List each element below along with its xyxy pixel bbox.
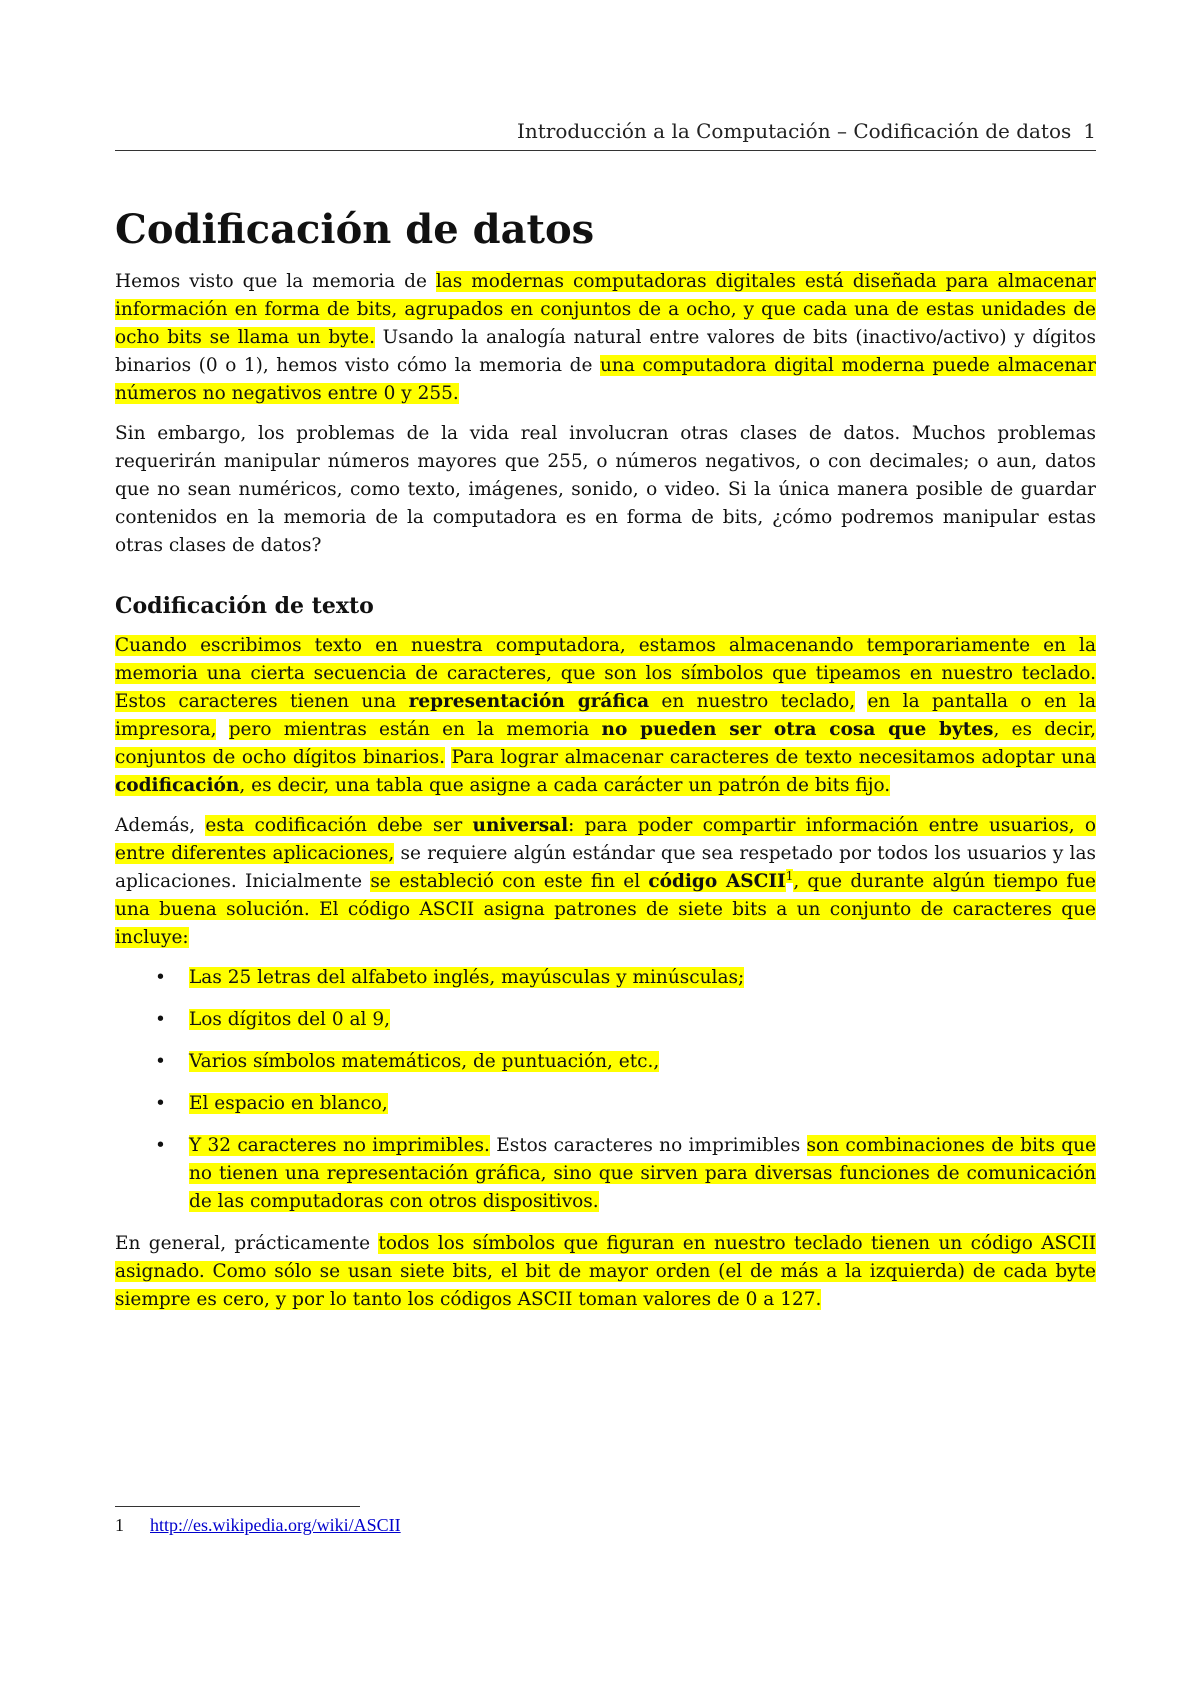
header-title: Introducción a la Computación – Codificación de datos	[516, 119, 1072, 143]
bold-highlighted-text: código ASCII	[648, 871, 786, 892]
list-item	[115, 964, 1096, 992]
highlighted-text: pero mientras están en la memoria	[228, 719, 602, 740]
list-item	[115, 1132, 1096, 1216]
highlighted-text: Y 32 caracteres no imprimibles.	[189, 1135, 490, 1156]
bold-highlighted-text: codificación	[115, 775, 240, 796]
highlighted-text: Cuando escribimos texto en nuestra computadora, estamos almacenando temporariamente en la memoria una cierta secuencia de caracteres, que son los símbolos que tipeamos en nuestro teclado. Estos caracteres tienen una	[115, 635, 1096, 712]
section-paragraph-1	[115, 632, 1096, 800]
intro-paragraph-1	[115, 268, 1096, 408]
text-run: Estos caracteres no imprimibles	[489, 1135, 807, 1156]
footnote	[115, 1513, 401, 1537]
ascii-character-list	[115, 964, 1096, 1216]
footnote-separator	[115, 1506, 360, 1507]
bold-highlighted-text: no pueden ser otra cosa que bytes	[601, 719, 994, 740]
intro-paragraph-2: Sin embargo, los problemas de la vida real involucran otras clases de datos. Muchos problemas requerirán manipular números mayores que 255, o números negativos, o con decimales; o aun, datos que no sean numéricos, como texto, imágenes, sonido, o video. Si la única manera posible de guardar contenidos en la memoria de la computadora es en forma de bits, ¿cómo podremos manipular estas otras clases de datos?	[115, 423, 1096, 556]
text-run	[855, 691, 867, 712]
highlighted-text: en la pantalla o en la impresora,	[115, 691, 1096, 740]
highlighted-text: , es decir, conjuntos de ocho dígitos binarios.	[115, 719, 1096, 768]
text-run: se requiere algún estándar que sea respetado por todos los usuarios y las aplicaciones. Inicialmente	[115, 843, 1096, 892]
highlighted-text: , que durante algún tiempo fue una buena solución. El código ASCII asigna patrones de siete bits a un conjunto de caracteres que incluye:	[115, 871, 1097, 948]
highlighted-text: : para poder compartir información entre usuarios, o entre diferentes aplicaciones,	[115, 815, 1096, 864]
list-item	[115, 1090, 1096, 1118]
highlighted-text: , es decir, una tabla que asigne a cada carácter un patrón de bits fijo.	[239, 775, 891, 796]
highlighted-text: una computadora digital moderna puede almacenar números no negativos entre 0 y 255.	[115, 355, 1096, 404]
text-run	[216, 719, 228, 740]
bold-highlighted-text: representación gráfica	[408, 691, 650, 712]
section-heading: Codificación de texto	[115, 593, 374, 619]
text-run: Además,	[115, 815, 206, 836]
highlighted-text: esta codificación debe ser	[205, 815, 473, 836]
highlighted-text: las modernas computadoras digitales está diseñada para almacenar información en forma de bits, agrupados en conjuntos de a ocho, y que cada una de estas unidades de ocho bits se llama un byte.	[115, 271, 1096, 348]
highlighted-text: todos los símbolos que figuran en nuestro teclado tienen un código ASCII asignado. Como sólo se usan siete bits, el bit de mayor orden (el de más a la izquierda) de cada byte siempre es cero, y por lo tanto los códigos ASCII toman valores de 0 a 127.	[115, 1233, 1096, 1310]
footnote-link[interactable]: http://es.wikipedia.org/wiki/ASCII	[150, 1515, 401, 1535]
highlighted-text: Varios símbolos matemáticos, de puntuación, etc.,	[189, 1051, 660, 1072]
highlighted-text: Los dígitos del 0 al 9,	[189, 1009, 390, 1030]
footnote-reference[interactable]: 1	[785, 868, 794, 883]
text-run: Usando la analogía natural entre valores de bits (inactivo/activo) y dígitos binarios (0 o 1), hemos visto cómo la memoria de	[115, 327, 1097, 376]
section-paragraph-2	[115, 812, 1096, 952]
text-run: Hemos visto que la memoria de	[115, 271, 436, 292]
list-item	[115, 1048, 1096, 1076]
highlighted-text: se estableció con este fin el	[370, 871, 649, 892]
text-run: En general, prácticamente	[115, 1233, 379, 1254]
footnote-number: 1	[115, 1515, 124, 1535]
document-body	[115, 268, 1096, 1326]
bold-highlighted-text: universal	[472, 815, 569, 836]
page-header	[115, 118, 1096, 151]
highlighted-text: Para lograr almacenar caracteres de texto necesitamos adoptar una	[451, 747, 1096, 768]
highlighted-text: Las 25 letras del alfabeto inglés, mayúsculas y minúsculas;	[189, 967, 745, 988]
highlighted-text: en nuestro teclado,	[649, 691, 856, 712]
list-item	[115, 1006, 1096, 1034]
page-number: 1	[1083, 119, 1096, 143]
highlighted-text: El espacio en blanco,	[189, 1093, 388, 1114]
page-title: Codificación de datos	[115, 206, 595, 253]
section-paragraph-3	[115, 1230, 1096, 1314]
highlighted-text: son combinaciones de bits que no tienen una representación gráfica, sino que sirven para diversas funciones de comunicación de las computadoras con otros dispositivos.	[189, 1135, 1096, 1212]
